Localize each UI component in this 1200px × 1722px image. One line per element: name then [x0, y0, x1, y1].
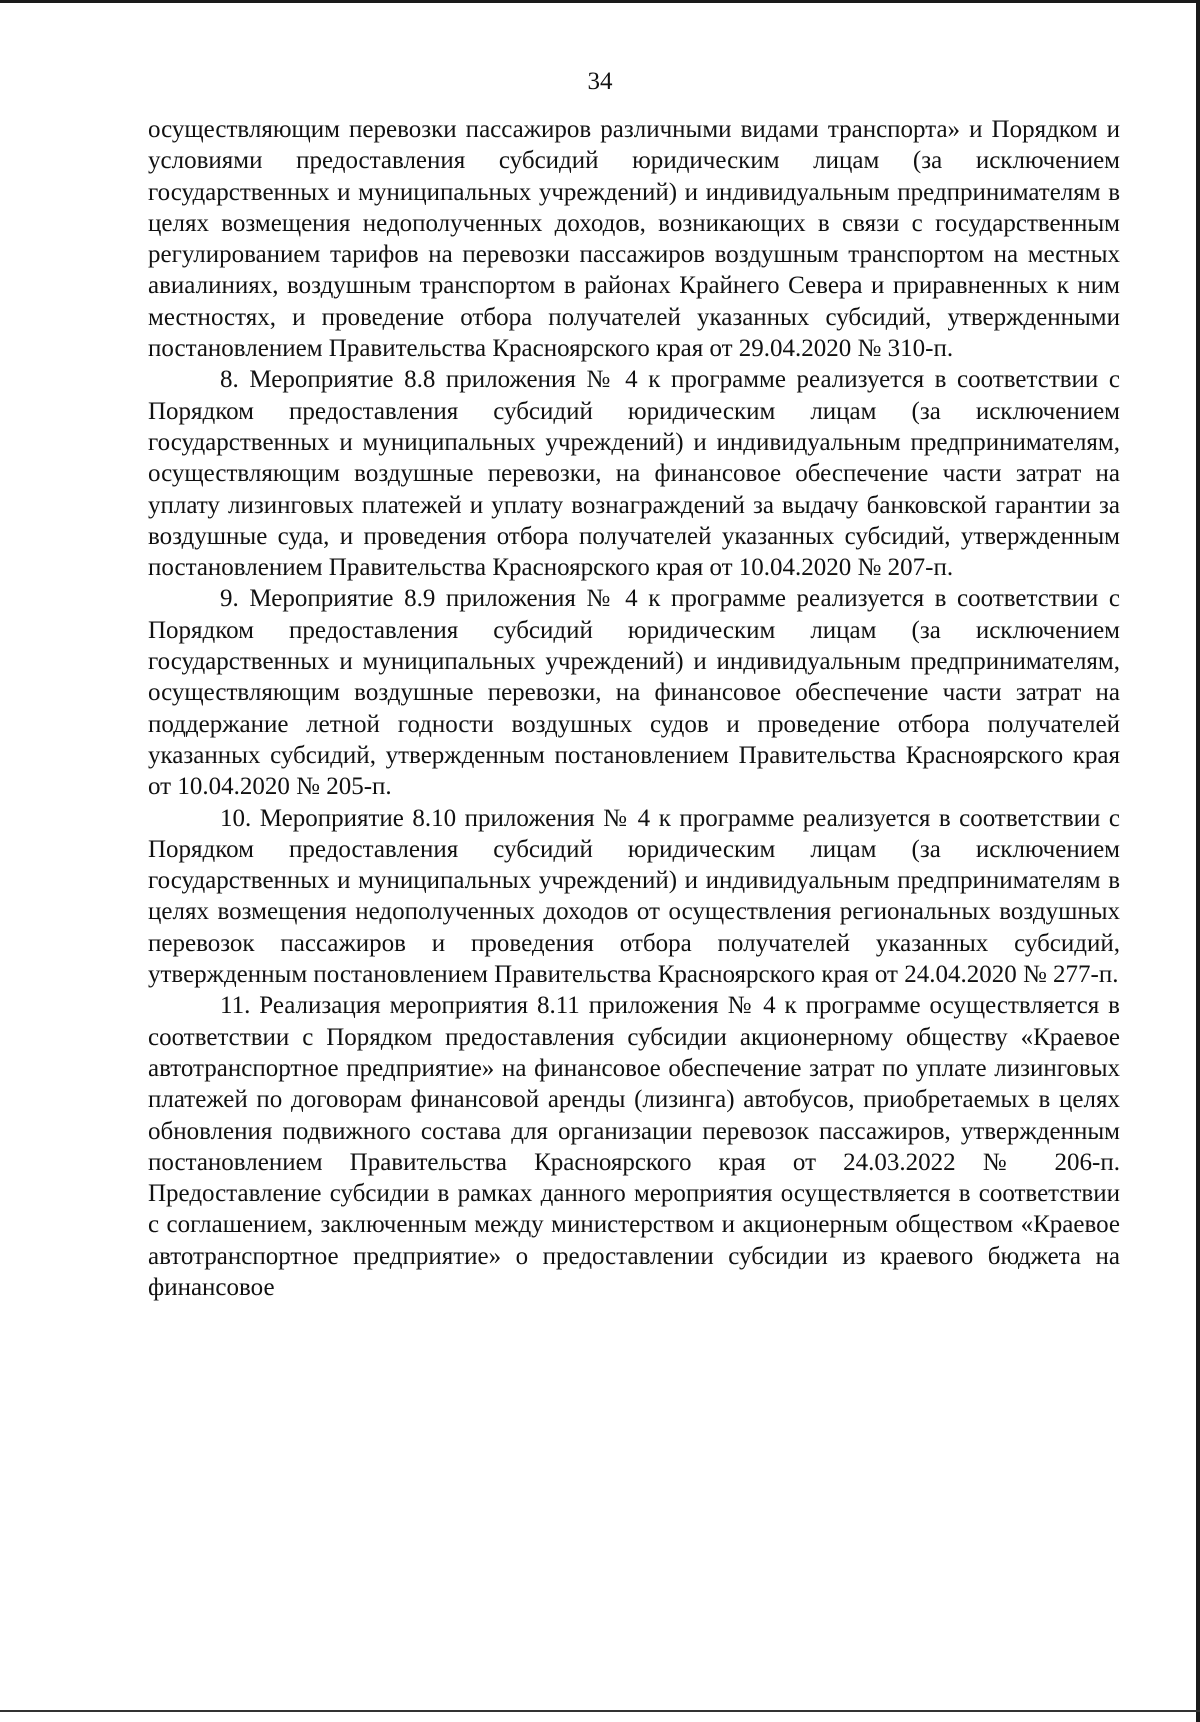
page-number: 34 — [587, 68, 613, 95]
scan-edge-bottom — [0, 1710, 1200, 1712]
scan-edge-top — [0, 0, 1200, 3]
scan-edge-right — [1196, 0, 1200, 1722]
paragraph-item-10: 10. Мероприятие 8.10 приложения № 4 к программе реализуется в соответствии с Порядком предоставления субсидий юридическим лицам (за исключением государственных и муниципальных учреждений) и индивидуальным предпринимателям в целях возмещения недополученных доходов от осуществления региональных воздушных перевозок пассажиров и проведения отбора получателей указанных субсидий, утвержденным постановлением Правительства Красноярского края от 24.04.2020 № 277-п. — [148, 804, 1120, 989]
document-body — [148, 114, 1120, 1303]
paragraph-item-9: 9. Мероприятие 8.9 приложения № 4 к программе реализуется в соответствии с Порядком предоставления субсидий юридическим лицам (за исключением государственных и муниципальных учреждений) и индивидуальным предпринимателям, осуществляющим воздушные перевозки, на финансовое обеспечение части затрат на поддержание летной годности воздушных судов и проведение отбора получателей указанных субсидий, утвержденным постановлением Правительства Красноярского края от 10.04.2020 № 205-п. — [148, 585, 1120, 801]
paragraph-item-11: 11. Реализация мероприятия 8.11 приложения № 4 к программе осуществляется в соответствии с Порядком предоставления субсидии акционерному обществу «Краевое автотранспортное предприятие» на финансовое обеспечение затрат по уплате лизинговых платежей по договорам финансовой аренды (лизинга) автобусов, приобретаемых в целях обновления подвижного состава для организации перевозок пассажиров, утвержденным постановлением Правительства Красноярского края от 24.03.2022 № 206-п. Предоставление субсидии в рамках данного мероприятия осуществляется в соответствии с соглашением, заключенным между министерством и акционерным обществом «Краевое автотранспортное предприятие» о предоставлении субсидии из краевого бюджета на финансовое — [148, 992, 1120, 1301]
paragraph-continuation: осуществляющим перевозки пассажиров различными видами транспорта» и Порядком и условиями предоставления субсидий юридическим лицам (за исключением государственных и муниципальных учреждений) и индивидуальным предпринимателям в целях возмещения недополученных доходов, возникающих в связи с государственным регулированием тарифов на перевозки пассажиров воздушным транспортом на местных авиалиниях, воздушным транспортом в районах Крайнего Севера и приравненных к ним местностях, и проведение отбора получателей указанных субсидий, утвержденными постановлением Правительства Красноярского края от 29.04.2020 № 310-п. — [148, 116, 1120, 363]
paragraph-item-8: 8. Мероприятие 8.8 приложения № 4 к программе реализуется в соответствии с Порядком предоставления субсидий юридическим лицам (за исключением государственных и муниципальных учреждений) и индивидуальным предпринимателям, осуществляющим воздушные перевозки, на финансовое обеспечение части затрат на уплату лизинговых платежей и уплату вознаграждений за выдачу банковской гарантии за воздушные суда, и проведения отбора получателей указанных субсидий, утвержденным постановлением Правительства Красноярского края от 10.04.2020 № 207-п. — [148, 366, 1120, 582]
